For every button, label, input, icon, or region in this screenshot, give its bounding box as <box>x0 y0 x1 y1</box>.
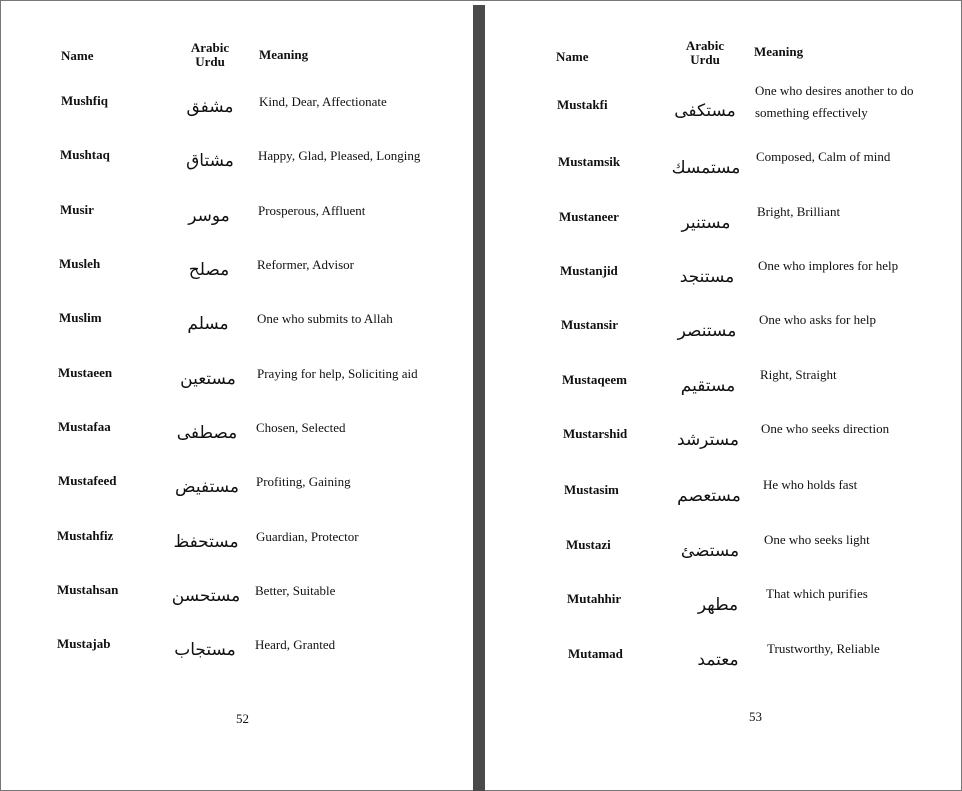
entry-meaning: Chosen, Selected <box>256 420 346 435</box>
entry-name: Mustaqeem <box>562 372 627 387</box>
entry-meaning: Profiting, Gaining <box>256 474 351 489</box>
entry-meaning: Bright, Brilliant <box>757 204 841 219</box>
entry-name: Musir <box>60 202 94 217</box>
entry-meaning: One who desires another to do something effectively <box>755 83 914 120</box>
entry-meaning: He who holds fast <box>763 477 858 492</box>
entry-arabic: مستنیر <box>681 213 731 233</box>
entry-name: Mushtaq <box>60 147 110 162</box>
entry-arabic: مشتاق <box>186 151 234 171</box>
table-row <box>0 256 473 296</box>
table-row <box>485 421 960 466</box>
entry-arabic: مشفق <box>186 97 234 117</box>
entry-name: Mustansir <box>561 317 619 332</box>
entry-arabic: مستضئ <box>680 541 740 561</box>
table-row <box>0 473 473 513</box>
header-name: Name <box>61 48 94 63</box>
entry-meaning: One who seeks direction <box>761 421 890 436</box>
entry-arabic: موسر <box>188 206 230 226</box>
page-number: 52 <box>236 711 249 726</box>
table-row <box>485 641 960 686</box>
entry-arabic: مستحسن <box>171 586 241 606</box>
entry-arabic: مستکفی <box>674 101 736 121</box>
header-meaning: Meaning <box>259 47 309 62</box>
left-page <box>0 0 473 791</box>
entry-meaning: Heard, Granted <box>255 637 336 652</box>
table-row <box>0 365 473 405</box>
entry-name: Mustafaa <box>58 419 111 434</box>
entry-arabic: مصطفی <box>176 423 238 443</box>
entry-meaning: Guardian, Protector <box>256 529 359 544</box>
entry-name: Mustaneer <box>559 209 619 224</box>
entry-meaning: Trustworthy, Reliable <box>767 641 880 656</box>
entry-name: Mustahsan <box>57 582 119 597</box>
entry-meaning: Better, Suitable <box>255 583 336 598</box>
table-row <box>0 419 473 459</box>
table-row <box>0 310 473 350</box>
header-arabic: Arabic <box>685 38 725 53</box>
table-row <box>485 258 960 303</box>
entry-name: Mutamad <box>568 646 623 661</box>
table-row <box>0 528 473 568</box>
entry-name: Mutahhir <box>567 591 622 606</box>
right-page <box>485 0 960 791</box>
entry-arabic: مستعین <box>180 369 236 389</box>
entry-meaning: One who submits to Allah <box>257 311 393 326</box>
entry-meaning: Prosperous, Affluent <box>258 203 366 218</box>
entry-arabic: مستقیم <box>680 376 736 396</box>
table-row <box>485 477 960 522</box>
entry-arabic: مستنجد <box>679 267 735 287</box>
entry-name: Mustasim <box>564 482 619 497</box>
table-row <box>0 147 473 187</box>
entry-meaning: Praying for help, Soliciting aid <box>257 366 418 381</box>
header-meaning: Meaning <box>754 44 804 59</box>
entry-name: Mustazi <box>566 537 611 552</box>
entry-arabic: مستجاب <box>174 640 236 660</box>
table-row <box>485 204 960 249</box>
table-row <box>485 367 960 412</box>
header-arabic: Arabic <box>190 40 230 55</box>
entry-name: Mushfiq <box>61 93 108 108</box>
entry-name: Mustaeen <box>58 365 113 380</box>
entry-arabic: معتمد <box>697 650 739 670</box>
table-row <box>485 586 960 631</box>
entry-meaning: Happy, Glad, Pleased, Longing <box>258 148 421 163</box>
entry-name: Mustamsik <box>558 154 621 169</box>
table-row <box>0 636 473 676</box>
page-number: 53 <box>749 709 762 724</box>
header-urdu: Urdu <box>690 52 720 67</box>
entry-meaning: One who asks for help <box>759 312 876 327</box>
entry-arabic: مستفیض <box>175 477 239 497</box>
entry-name: Musleh <box>59 256 101 271</box>
entry-name: Mustanjid <box>560 263 618 278</box>
entry-name: Mustakfi <box>557 97 608 112</box>
entry-arabic: مستنصر <box>677 321 737 341</box>
entry-arabic: مطهر <box>697 595 739 615</box>
entry-arabic: مستمسك <box>671 158 741 178</box>
entry-name: Muslim <box>59 310 102 325</box>
entry-arabic: مستعصم <box>677 486 741 506</box>
entry-meaning: Right, Straight <box>760 367 837 382</box>
table-row <box>485 83 960 137</box>
table-row <box>485 312 960 357</box>
entry-name: Mustarshid <box>563 426 628 441</box>
header-arabic-urdu <box>680 39 730 67</box>
book-gutter <box>473 5 485 791</box>
entry-meaning: That which purifies <box>766 586 868 601</box>
table-row <box>0 93 473 133</box>
entry-name: Mustahfiz <box>57 528 114 543</box>
entry-meaning: Composed, Calm of mind <box>756 149 891 164</box>
header-urdu: Urdu <box>195 54 225 69</box>
entry-arabic: مسلم <box>187 314 229 334</box>
entry-meaning: One who implores for help <box>758 258 899 273</box>
table-row <box>0 202 473 242</box>
entry-meaning: One who seeks light <box>764 532 870 547</box>
entry-arabic: مصلح <box>188 260 230 280</box>
table-row <box>485 532 960 577</box>
header-arabic-urdu <box>185 41 235 69</box>
table-row <box>485 149 960 194</box>
entry-name: Mustafeed <box>58 473 117 488</box>
header-name: Name <box>556 49 589 64</box>
entry-arabic: مسترشد <box>677 430 739 450</box>
entry-arabic: مستحفظ <box>173 532 239 552</box>
entry-name: Mustajab <box>57 636 111 651</box>
table-row <box>0 582 473 622</box>
entry-meaning: Reformer, Advisor <box>257 257 354 272</box>
entry-meaning: Kind, Dear, Affectionate <box>259 94 387 109</box>
